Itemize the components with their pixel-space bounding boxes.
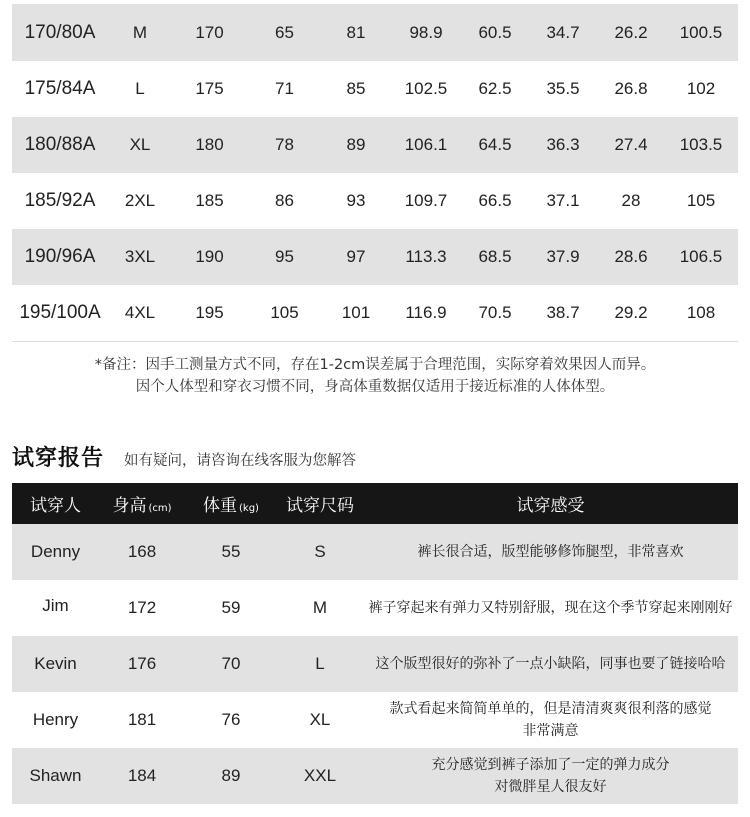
cell-height: 172: [127, 598, 157, 617]
cell-name: Henry: [32, 710, 79, 729]
size-cell: 2XL: [124, 191, 156, 210]
note-line-2: 因个人体型和穿衣习惯不同，身高体重数据仅适用于接近标准的人体体型。: [135, 379, 615, 395]
size-row: [12, 4, 738, 61]
size-cell: 3XL: [124, 247, 156, 266]
header-size: 试穿尺码: [286, 496, 354, 516]
size-cell: 64.5: [478, 135, 512, 154]
cell-name: Shawn: [29, 766, 82, 785]
size-cell: 190/96A: [24, 246, 96, 267]
cell-name: Kevin: [34, 654, 77, 673]
cell-size: XL: [309, 710, 331, 729]
size-cell: L: [135, 79, 145, 98]
cell-size: S: [314, 542, 326, 561]
cell-name: Jim: [42, 596, 69, 615]
size-cell: 95: [275, 247, 294, 266]
measurement-note: [0, 354, 750, 398]
size-cell: 36.3: [546, 135, 580, 154]
table-row: [12, 580, 738, 636]
cell-height: 181: [127, 710, 157, 729]
size-cell: 105: [270, 303, 299, 322]
size-cell: 70.5: [478, 303, 512, 322]
size-cell: 86: [275, 191, 294, 210]
size-cell: 100.5: [679, 22, 723, 42]
size-cell: 195: [195, 303, 224, 322]
size-cell: 180/88A: [24, 134, 96, 155]
cell-feedback: 裤子穿起来有弹力又特别舒服，现在这个季节穿起来刚刚好: [368, 600, 733, 616]
size-cell: 190: [195, 247, 224, 266]
header-feedback: 试穿感受: [516, 496, 585, 516]
table-row: [12, 692, 738, 748]
cell-weight: 76: [221, 710, 241, 729]
header-weight: 体重 (kg): [203, 496, 259, 516]
size-cell: 108: [686, 303, 716, 322]
cell-name: Denny: [30, 542, 81, 561]
size-cell: 175: [195, 79, 224, 98]
cell-height: 184: [127, 766, 157, 785]
size-cell: 78: [275, 135, 294, 154]
size-cell: 185/92A: [24, 190, 96, 211]
size-cell: 175/84A: [24, 78, 96, 99]
size-cell: 185: [195, 191, 224, 210]
cell-feedback: 裤长很合适，版型能够修饰腿型，非常喜欢: [417, 544, 684, 560]
size-cell: 170: [195, 22, 224, 42]
size-cell: 35.5: [546, 79, 580, 98]
table-row: [12, 636, 738, 692]
size-cell: 85: [346, 79, 366, 98]
size-cell: 27.4: [614, 135, 648, 154]
report-title: 试穿报告: [12, 446, 105, 471]
size-cell: 26.8: [614, 79, 648, 98]
note-line-1: *备注：因手工测量方式不同，存在1-2cm误差属于合理范围，实际穿着效果因人而异。: [94, 357, 656, 373]
size-cell: 93: [346, 191, 366, 210]
cell-size: L: [315, 654, 325, 673]
table-header: [12, 483, 738, 524]
size-cell: 37.1: [546, 191, 580, 210]
size-cell: 65: [275, 22, 294, 42]
cell-weight: 55: [221, 542, 241, 561]
cell-size: XXL: [303, 766, 337, 785]
size-cell: 103.5: [679, 135, 723, 154]
table-row: [12, 748, 738, 804]
cell-height: 168: [127, 542, 157, 561]
cell-feedback: 这个版型很好的弥补了一点小缺陷，同事也要了链接哈哈: [375, 656, 726, 672]
size-cell: 28: [621, 191, 641, 210]
report-subtitle: 如有疑问，请咨询在线客服为您解答: [124, 453, 357, 469]
size-cell: 113.3: [405, 247, 447, 266]
size-cell: 102: [686, 79, 716, 98]
size-cell: 60.5: [478, 22, 512, 42]
size-cell: 71: [275, 79, 294, 98]
size-cell: 106.5: [679, 247, 723, 266]
size-cell: M: [132, 22, 148, 42]
size-cell: 180: [195, 135, 224, 154]
size-row: [12, 173, 738, 229]
cell-size: M: [312, 598, 328, 617]
size-cell: 29.2: [614, 303, 648, 322]
size-cell: 34.7: [546, 22, 580, 42]
cell-weight: 70: [221, 654, 241, 673]
size-cell: 97: [346, 247, 366, 266]
size-row: [12, 285, 738, 341]
size-chart-table: [12, 4, 738, 342]
fitting-report-table: [12, 483, 738, 804]
size-cell: 38.7: [546, 303, 580, 322]
size-cell: 109.7: [404, 191, 448, 210]
size-cell: 66.5: [478, 191, 512, 210]
size-row: [12, 229, 738, 285]
size-row: [12, 61, 738, 117]
size-row: [12, 117, 738, 173]
size-cell: 98.9: [409, 22, 443, 42]
cell-feedback: 充分感觉到裤子添加了一定的弹力成分 对微胖星人很友好: [431, 757, 670, 795]
size-cell: 170/80A: [24, 21, 96, 43]
header-name: 试穿人: [30, 496, 81, 516]
size-cell: 28.6: [614, 247, 648, 266]
report-heading: [12, 441, 356, 472]
cell-weight: 59: [221, 598, 241, 617]
size-cell: 105: [686, 191, 716, 210]
cell-height: 176: [127, 654, 157, 673]
size-cell: 4XL: [124, 303, 156, 322]
size-cell: 116.9: [405, 303, 447, 322]
size-cell: XL: [129, 135, 151, 154]
cell-feedback: 款式看起来简简单单的，但是清清爽爽很利落的感觉 非常满意: [389, 701, 712, 739]
size-cell: 195/100A: [19, 302, 101, 323]
cell-weight: 89: [221, 766, 241, 785]
size-cell: 101: [341, 303, 371, 322]
size-cell: 68.5: [478, 247, 512, 266]
size-cell: 26.2: [614, 22, 648, 42]
size-cell: 81: [346, 22, 366, 42]
size-cell: 106.1: [404, 135, 448, 154]
header-height: 身高 (cm): [112, 496, 172, 516]
table-row: [12, 524, 738, 580]
size-cell: 102.5: [404, 79, 448, 98]
size-cell: 62.5: [478, 79, 512, 98]
size-cell: 89: [346, 135, 366, 154]
size-cell: 37.9: [546, 247, 580, 266]
